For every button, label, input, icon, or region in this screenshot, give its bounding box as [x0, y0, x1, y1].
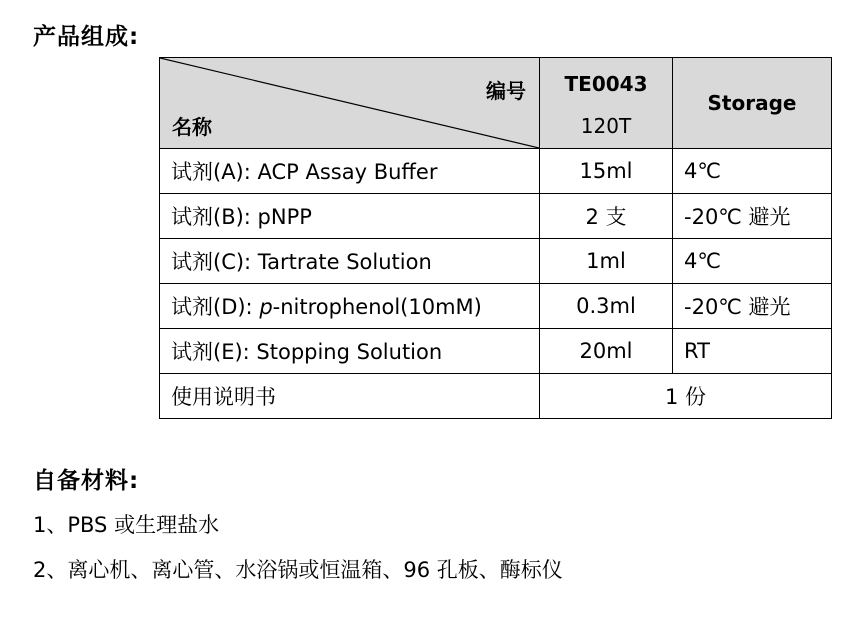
reagent-name: 试剂(E): Stopping Solution: [160, 329, 540, 374]
kit-size: 120T: [580, 114, 632, 138]
reagent-amount: 15ml: [540, 149, 673, 194]
composition-table: [159, 57, 832, 419]
reagent-amount: 2 支: [540, 194, 673, 239]
reagent-name-prefix: 试剂(D):: [171, 295, 260, 319]
reagent-name: 试剂(A): ACP Assay Buffer: [160, 149, 540, 194]
table-header-row: [160, 58, 832, 149]
table-row: [160, 194, 832, 239]
manual-quantity: 1 份: [540, 374, 832, 419]
catalog-header-cell: [540, 58, 673, 149]
table-row: [160, 374, 832, 419]
table-row: [160, 329, 832, 374]
reagent-amount: 0.3ml: [540, 284, 673, 329]
material-item: 2、离心机、离心管、水浴锅或恒温箱、96 孔板、酶标仪: [33, 558, 563, 582]
reagent-storage: RT: [673, 329, 832, 374]
composition-heading: 产品组成:: [33, 24, 140, 50]
reagent-storage: -20℃ 避光: [673, 194, 832, 239]
manual-name: 使用说明书: [160, 374, 540, 419]
materials-heading: 自备材料:: [33, 468, 140, 494]
diagonal-header-cell: [160, 58, 540, 149]
reagent-storage: 4℃: [673, 149, 832, 194]
reagent-name: 试剂(C): Tartrate Solution: [160, 239, 540, 284]
header-name-label: 名称: [172, 115, 212, 139]
reagent-storage: -20℃ 避光: [673, 284, 832, 329]
storage-header: Storage: [673, 58, 832, 149]
reagent-name: [160, 284, 540, 329]
reagent-name: 试剂(B): pNPP: [160, 194, 540, 239]
diagonal-divider: [160, 58, 539, 148]
reagent-name-suffix: -nitrophenol(10mM): [272, 295, 482, 319]
table-row: [160, 239, 832, 284]
reagent-amount: 20ml: [540, 329, 673, 374]
reagent-storage: 4℃: [673, 239, 832, 284]
reagent-amount: 1ml: [540, 239, 673, 284]
table-row: [160, 284, 832, 329]
table-row: [160, 149, 832, 194]
material-item: 1、PBS 或生理盐水: [33, 513, 220, 537]
catalog-number: TE0043: [564, 72, 648, 96]
header-number-label: 编号: [486, 79, 526, 103]
reagent-name-italic: p: [259, 295, 273, 319]
